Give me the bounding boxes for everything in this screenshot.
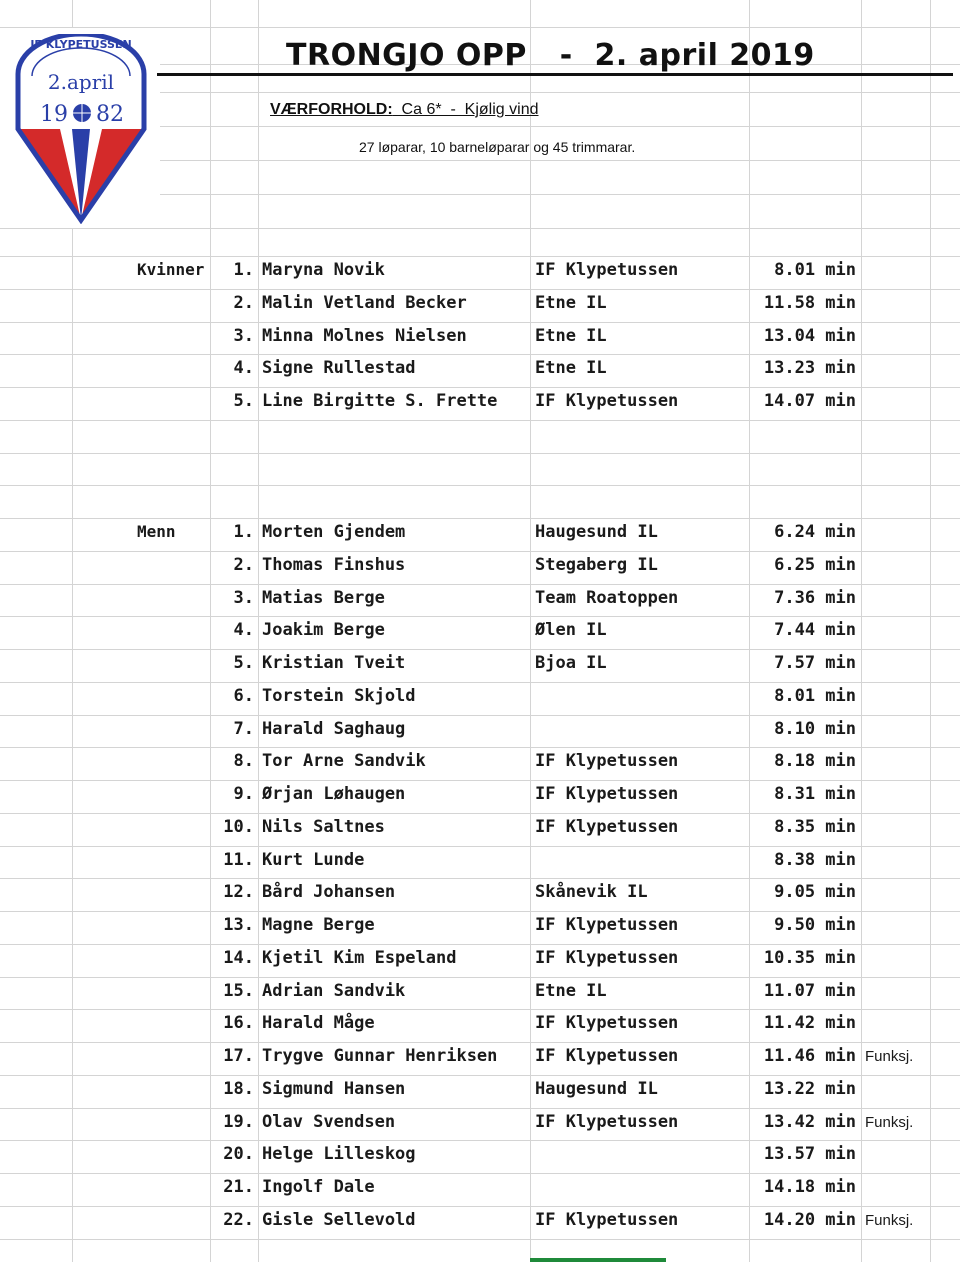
placing: 5. <box>233 653 254 673</box>
result-row <box>0 1075 960 1108</box>
finish-time: 8.10 min <box>774 719 856 739</box>
club-name: Etne IL <box>535 358 607 378</box>
result-row <box>0 944 960 977</box>
men-category-label: Menn <box>137 522 176 541</box>
result-row <box>0 354 960 387</box>
finish-time: 14.20 min <box>763 1210 856 1230</box>
club-name: Team Roatoppen <box>535 588 679 608</box>
runner-name: Bård Johansen <box>262 882 396 902</box>
finish-time: 8.18 min <box>774 751 856 771</box>
runner-name: Line Birgitte S. Frette <box>262 391 498 411</box>
weather-conditions <box>270 101 538 119</box>
club-name: Etne IL <box>535 981 607 1001</box>
placing: 4. <box>233 620 254 640</box>
runner-name: Olav Svendsen <box>262 1112 396 1132</box>
active-sheet-marker <box>530 1258 666 1262</box>
placing: 18. <box>223 1079 254 1099</box>
club-name: IF Klypetussen <box>535 1210 679 1230</box>
finish-time: 8.31 min <box>774 784 856 804</box>
runner-name: Magne Berge <box>262 915 375 935</box>
runner-name: Adrian Sandvik <box>262 981 406 1001</box>
finish-time: 11.46 min <box>763 1046 856 1066</box>
finish-time: 13.23 min <box>763 358 856 378</box>
placing: 17. <box>223 1046 254 1066</box>
placing: 20. <box>223 1144 254 1164</box>
result-row <box>0 584 960 617</box>
finish-time: 13.42 min <box>763 1112 856 1132</box>
club-name: IF Klypetussen <box>535 1112 679 1132</box>
result-row <box>0 649 960 682</box>
placing: 13. <box>223 915 254 935</box>
placing: 4. <box>233 358 254 378</box>
weather-value: Ca 6* - Kjølig vind <box>392 101 539 118</box>
finish-time: 10.35 min <box>763 948 856 968</box>
result-row <box>0 1042 960 1075</box>
runner-name: Harald Saghaug <box>262 719 406 739</box>
club-name: IF Klypetussen <box>535 784 679 804</box>
logo-year-left: 19 <box>40 102 68 127</box>
finish-time: 7.57 min <box>774 653 856 673</box>
runner-name: Trygve Gunnar Henriksen <box>262 1046 498 1066</box>
placing: 1. <box>233 522 254 542</box>
finish-time: 8.01 min <box>774 686 856 706</box>
runner-name: Matias Berge <box>262 588 385 608</box>
finish-time: 9.50 min <box>774 915 856 935</box>
club-name: Ølen IL <box>535 620 607 640</box>
club-name: Etne IL <box>535 326 607 346</box>
placing: 21. <box>223 1177 254 1197</box>
placing: 19. <box>223 1112 254 1132</box>
club-name: IF Klypetussen <box>535 1046 679 1066</box>
club-logo <box>10 34 152 224</box>
finish-time: 8.38 min <box>774 850 856 870</box>
club-name: Etne IL <box>535 293 607 313</box>
result-row <box>0 322 960 355</box>
finish-time: 11.07 min <box>763 981 856 1001</box>
logo-date-text: 2.april <box>47 70 115 94</box>
finish-time: 14.07 min <box>763 391 856 411</box>
result-row <box>0 1009 960 1042</box>
club-name: IF Klypetussen <box>535 751 679 771</box>
result-row <box>0 518 960 551</box>
placing: 5. <box>233 391 254 411</box>
runner-name: Morten Gjendem <box>262 522 406 542</box>
club-name: Haugesund IL <box>535 1079 658 1099</box>
runner-name: Ørjan Løhaugen <box>262 784 406 804</box>
runner-name: Malin Vetland Becker <box>262 293 467 313</box>
women-category-label: Kvinner <box>137 260 205 279</box>
participant-summary: 27 løparar, 10 barneløparar og 45 trimmarar. <box>359 139 636 155</box>
result-row <box>0 780 960 813</box>
placing: 11. <box>223 850 254 870</box>
result-row <box>0 813 960 846</box>
result-row <box>0 616 960 649</box>
result-row <box>0 1108 960 1141</box>
runner-name: Sigmund Hansen <box>262 1079 406 1099</box>
result-row <box>0 911 960 944</box>
page-title: TRONGJO OPP - 2. april 2019 <box>286 38 815 73</box>
finish-time: 8.01 min <box>774 260 856 280</box>
result-row <box>0 1140 960 1173</box>
note: Funksj. <box>865 1114 914 1131</box>
club-name: IF Klypetussen <box>535 948 679 968</box>
finish-time: 6.25 min <box>774 555 856 575</box>
runner-name: Tor Arne Sandvik <box>262 751 426 771</box>
runner-name: Kurt Lunde <box>262 850 365 870</box>
runner-name: Thomas Finshus <box>262 555 406 575</box>
result-row <box>0 1173 960 1206</box>
placing: 7. <box>233 719 254 739</box>
club-name: IF Klypetussen <box>535 817 679 837</box>
placing: 22. <box>223 1210 254 1230</box>
result-row <box>0 747 960 780</box>
runner-name: Signe Rullestad <box>262 358 416 378</box>
weather-label: VÆRFORHOLD: <box>270 101 393 118</box>
runner-name: Joakim Berge <box>262 620 385 640</box>
runner-name: Gisle Sellevold <box>262 1210 416 1230</box>
club-name: Bjoa IL <box>535 653 607 673</box>
result-row <box>0 1206 960 1239</box>
placing: 16. <box>223 1013 254 1033</box>
result-row <box>0 387 960 420</box>
runner-name: Harald Måge <box>262 1013 375 1033</box>
club-name: IF Klypetussen <box>535 391 679 411</box>
placing: 9. <box>233 784 254 804</box>
club-name: IF Klypetussen <box>535 1013 679 1033</box>
placing: 2. <box>233 293 254 313</box>
club-name: Stegaberg IL <box>535 555 658 575</box>
club-name: Haugesund IL <box>535 522 658 542</box>
result-row <box>0 682 960 715</box>
result-row <box>0 289 960 322</box>
finish-time: 13.04 min <box>763 326 856 346</box>
result-row <box>0 256 960 289</box>
note: Funksj. <box>865 1048 914 1065</box>
placing: 15. <box>223 981 254 1001</box>
placing: 1. <box>233 260 254 280</box>
result-row <box>0 878 960 911</box>
club-name: IF Klypetussen <box>535 260 679 280</box>
placing: 6. <box>233 686 254 706</box>
finish-time: 14.18 min <box>763 1177 856 1197</box>
runner-name: Nils Saltnes <box>262 817 385 837</box>
result-row <box>0 715 960 748</box>
placing: 3. <box>233 326 254 346</box>
finish-time: 7.44 min <box>774 620 856 640</box>
finish-time: 11.42 min <box>763 1013 856 1033</box>
result-row <box>0 551 960 584</box>
placing: 2. <box>233 555 254 575</box>
placing: 3. <box>233 588 254 608</box>
note: Funksj. <box>865 1212 914 1229</box>
runner-name: Maryna Novik <box>262 260 385 280</box>
finish-time: 13.22 min <box>763 1079 856 1099</box>
finish-time: 8.35 min <box>774 817 856 837</box>
result-row <box>0 846 960 879</box>
runner-name: Helge Lilleskog <box>262 1144 416 1164</box>
runner-name: Kristian Tveit <box>262 653 406 673</box>
title-underline <box>157 73 953 76</box>
placing: 12. <box>223 882 254 902</box>
finish-time: 6.24 min <box>774 522 856 542</box>
finish-time: 11.58 min <box>763 293 856 313</box>
logo-year-right: 82 <box>96 102 124 127</box>
logo-club-text: IF KLYPETUSSEN <box>30 38 132 51</box>
club-name: IF Klypetussen <box>535 915 679 935</box>
result-row <box>0 977 960 1010</box>
finish-time: 9.05 min <box>774 882 856 902</box>
runner-name: Torstein Skjold <box>262 686 416 706</box>
placing: 8. <box>233 751 254 771</box>
runner-name: Ingolf Dale <box>262 1177 375 1197</box>
club-name: Skånevik IL <box>535 882 648 902</box>
runner-name: Kjetil Kim Espeland <box>262 948 457 968</box>
placing: 14. <box>223 948 254 968</box>
finish-time: 13.57 min <box>763 1144 856 1164</box>
placing: 10. <box>223 817 254 837</box>
runner-name: Minna Molnes Nielsen <box>262 326 467 346</box>
finish-time: 7.36 min <box>774 588 856 608</box>
